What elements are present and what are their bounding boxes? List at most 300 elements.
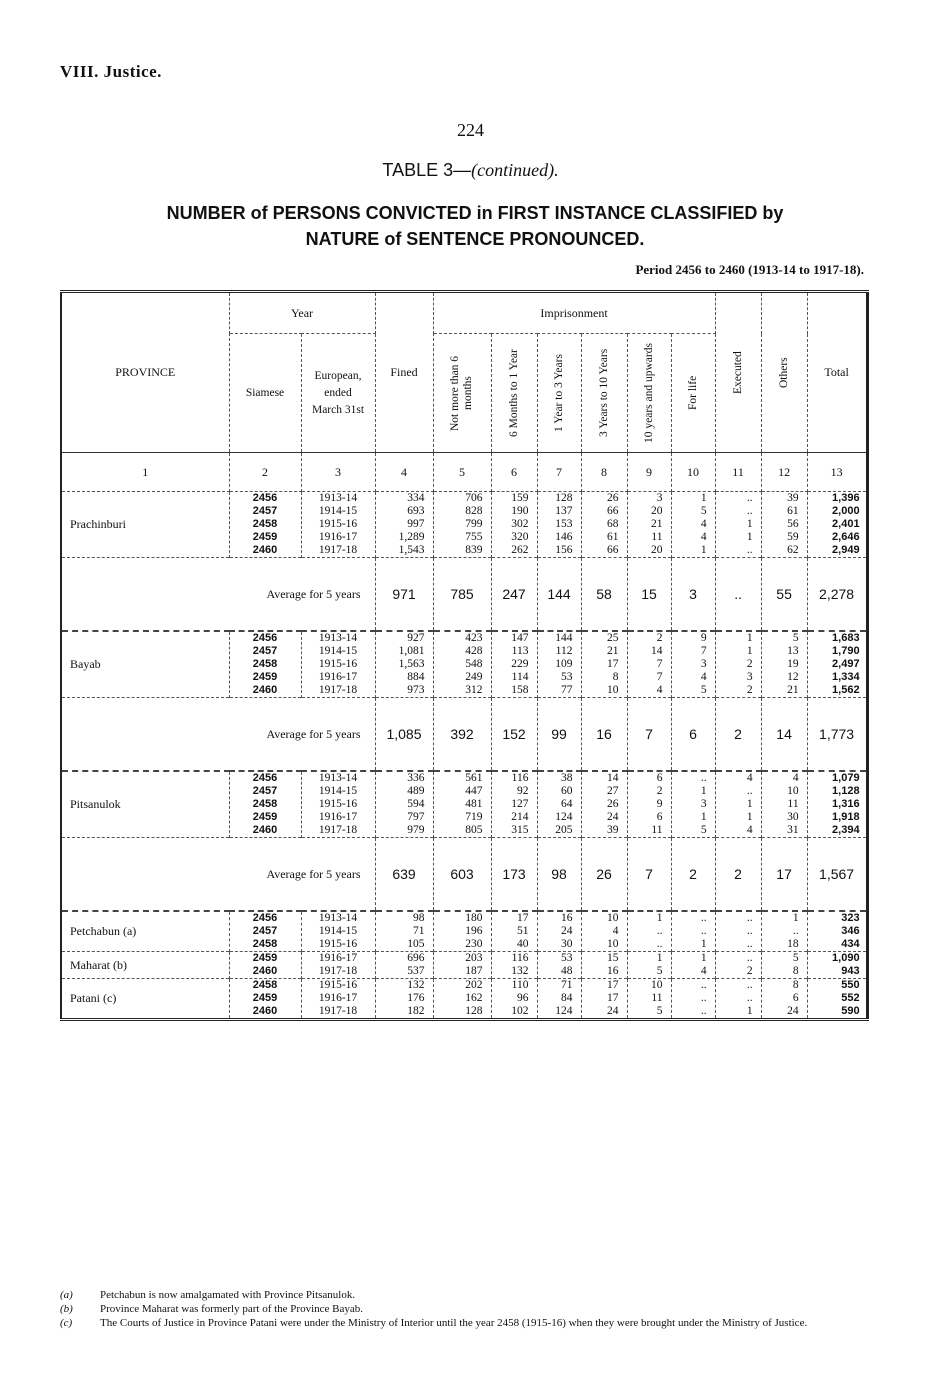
cell-value: 550 — [841, 979, 860, 991]
cell-value: 66 — [607, 505, 619, 517]
cell-value: 180 — [465, 912, 483, 924]
cell-value: 1916-17 — [318, 531, 358, 543]
cell-value: 1,396 — [832, 492, 860, 504]
average-label: Average for 5 years — [61, 558, 375, 632]
cell-value: 6 — [656, 772, 663, 784]
footnote-c — [60, 1316, 880, 1330]
cell-value: 4 — [656, 684, 663, 696]
cell-value: 4 — [700, 531, 707, 543]
cell-value: 1917-18 — [318, 1005, 358, 1017]
province-name: Bayab — [61, 631, 229, 698]
cell-value: 84 — [561, 992, 573, 1004]
average-value: 1,567 — [807, 838, 867, 912]
cell-value: 51 — [517, 925, 529, 937]
cell-value: 230 — [465, 938, 483, 950]
1-to-3-years-cell — [537, 631, 581, 698]
header-siamese: Siamese — [229, 334, 301, 453]
average-value: 99 — [537, 698, 581, 772]
cell-value: 1915-16 — [318, 658, 358, 670]
cell-value: 943 — [841, 965, 860, 977]
province-name: Patani (c) — [61, 979, 229, 1020]
column-number: 6 — [491, 453, 537, 492]
cell-value: 176 — [407, 992, 425, 1004]
cell-value: 39 — [787, 492, 799, 504]
cell-value: 315 — [511, 824, 529, 836]
cell-value: 202 — [465, 979, 483, 991]
column-number: 9 — [627, 453, 671, 492]
cell-value: 24 — [607, 811, 619, 823]
cell-value: 7 — [656, 658, 663, 670]
cell-value: 1,289 — [398, 531, 425, 543]
cell-value: 1913-14 — [318, 912, 358, 924]
for-life-cell — [671, 631, 715, 698]
average-value: 7 — [627, 698, 671, 772]
cell-value: 1915-16 — [318, 979, 358, 991]
cell-value: 537 — [407, 965, 425, 977]
cell-value: 71 — [561, 979, 573, 991]
header-fined: Fined — [375, 292, 433, 453]
siamese-year-cell — [229, 979, 301, 1020]
province-row — [61, 631, 867, 698]
executed-cell — [715, 911, 761, 952]
cell-value: .. — [700, 912, 707, 924]
column-number: 10 — [671, 453, 715, 492]
cell-value: 561 — [465, 772, 483, 784]
cell-value: 1917-18 — [318, 824, 358, 836]
cell-value: 53 — [561, 671, 573, 683]
cell-value: 434 — [841, 938, 860, 950]
cell-value: 2460 — [252, 824, 278, 836]
cell-value: 1 — [656, 912, 663, 924]
cell-value: 162 — [465, 992, 483, 1004]
footnote-text: Petchabun is now amalgamated with Province Pitsanulok. — [100, 1289, 356, 1301]
header-european — [301, 334, 375, 453]
footnote-key: (a) — [60, 1289, 73, 1301]
for-life-cell — [671, 979, 715, 1020]
cell-value: 153 — [555, 518, 573, 530]
cell-value: 68 — [607, 518, 619, 530]
cell-value: 6 — [656, 811, 663, 823]
cell-value: 1914-15 — [318, 785, 358, 797]
column-number: 2 — [229, 453, 301, 492]
header-total: Total — [807, 292, 867, 453]
cell-value: 38 — [561, 772, 573, 784]
column-number: 12 — [761, 453, 807, 492]
cell-value: 1 — [746, 518, 753, 530]
cell-value: 249 — [465, 671, 483, 683]
cell-value: 594 — [407, 798, 425, 810]
header-executed-label: Executed — [731, 351, 744, 394]
cell-value: .. — [700, 979, 707, 991]
cell-value: 2456 — [252, 772, 278, 784]
cell-value: 5 — [792, 952, 799, 964]
cell-value: 927 — [407, 632, 425, 644]
cell-value: 62 — [787, 544, 799, 556]
average-value: 7 — [627, 838, 671, 912]
cell-value: 11 — [651, 531, 663, 543]
cell-value: 14 — [651, 645, 663, 657]
cell-value: 5 — [792, 632, 799, 644]
cell-value: 124 — [555, 1005, 573, 1017]
cell-value: 2,394 — [832, 824, 860, 836]
cell-value: 144 — [555, 632, 573, 644]
header-col-7-label: 1 Year to 3 Years — [552, 354, 565, 432]
average-value: 58 — [581, 558, 627, 632]
cell-value: 548 — [465, 658, 483, 670]
others-cell — [761, 631, 807, 698]
up-to-6-months-cell — [433, 911, 491, 952]
average-value: 16 — [581, 698, 627, 772]
table-label: TABLE 3— — [382, 160, 472, 180]
cell-value: 4 — [746, 772, 753, 784]
cell-value: 706 — [465, 492, 483, 504]
for-life-cell — [671, 952, 715, 979]
cell-value: 346 — [841, 925, 860, 937]
cell-value: 14 — [607, 772, 619, 784]
others-cell — [761, 979, 807, 1020]
siamese-year-cell — [229, 911, 301, 952]
cell-value: 10 — [607, 684, 619, 696]
3-to-10-years-cell — [581, 952, 627, 979]
cell-value: 15 — [607, 952, 619, 964]
cell-value: 262 — [511, 544, 529, 556]
cell-value: 2,646 — [832, 531, 860, 543]
cell-value: 92 — [517, 785, 529, 797]
up-to-6-months-cell — [433, 771, 491, 838]
cell-value: 2458 — [252, 798, 278, 810]
cell-value: 20 — [651, 544, 663, 556]
cell-value: 1917-18 — [318, 965, 358, 977]
cell-value: 8 — [792, 979, 799, 991]
10-years-upwards-cell — [627, 492, 671, 558]
10-years-upwards-cell — [627, 979, 671, 1020]
cell-value: 12 — [787, 671, 799, 683]
cell-value: 18 — [787, 938, 799, 950]
cell-value: 1 — [746, 531, 753, 543]
cell-value: 428 — [465, 645, 483, 657]
cell-value: 1915-16 — [318, 518, 358, 530]
average-value: 98 — [537, 838, 581, 912]
section-title: VIII. Justice. — [60, 62, 162, 81]
cell-value: .. — [656, 925, 663, 937]
cell-value: 5 — [700, 824, 707, 836]
average-value: 603 — [433, 838, 491, 912]
1-to-3-years-cell — [537, 952, 581, 979]
up-to-6-months-cell — [433, 952, 491, 979]
column-number: 1 — [61, 453, 229, 492]
cell-value: 2 — [746, 658, 753, 670]
header-col-7 — [537, 334, 581, 453]
convictions-table — [60, 290, 869, 1021]
10-years-upwards-cell — [627, 952, 671, 979]
footnote-a — [60, 1288, 880, 1302]
column-number-row — [61, 453, 867, 492]
up-to-6-months-cell — [433, 979, 491, 1020]
cell-value: 797 — [407, 811, 425, 823]
cell-value: 10 — [607, 938, 619, 950]
cell-value: 423 — [465, 632, 483, 644]
cell-value: 1914-15 — [318, 925, 358, 937]
european-year-cell — [301, 771, 375, 838]
cell-value: 124 — [555, 811, 573, 823]
average-row — [61, 838, 867, 912]
cell-value: 102 — [511, 1005, 529, 1017]
3-to-10-years-cell — [581, 771, 627, 838]
6-months-to-1-year-cell — [491, 952, 537, 979]
header-european-line-3: March 31st — [311, 403, 365, 416]
cell-value: .. — [746, 544, 753, 556]
cell-value: 7 — [656, 671, 663, 683]
others-cell — [761, 911, 807, 952]
cell-value: 334 — [407, 492, 425, 504]
page-number: 224 — [457, 120, 484, 140]
average-value: 971 — [375, 558, 433, 632]
cell-value: 11 — [651, 824, 663, 836]
cell-value: 105 — [407, 938, 425, 950]
cell-value: 10 — [651, 979, 663, 991]
province-name: Petchabun (a) — [61, 911, 229, 952]
cell-value: 2458 — [252, 518, 278, 530]
1-to-3-years-cell — [537, 492, 581, 558]
average-value: 2 — [715, 698, 761, 772]
cell-value: 158 — [511, 684, 529, 696]
total-cell — [807, 631, 867, 698]
executed-cell — [715, 492, 761, 558]
cell-value: 1 — [746, 645, 753, 657]
cell-value: 884 — [407, 671, 425, 683]
for-life-cell — [671, 911, 715, 952]
cell-value: 2458 — [252, 658, 278, 670]
cell-value: 24 — [561, 925, 573, 937]
total-cell — [807, 771, 867, 838]
cell-value: 60 — [561, 785, 573, 797]
executed-cell — [715, 952, 761, 979]
for-life-cell — [671, 492, 715, 558]
cell-value: .. — [746, 505, 753, 517]
average-value: 14 — [761, 698, 807, 772]
cell-value: 4 — [700, 671, 707, 683]
average-value: .. — [715, 558, 761, 632]
cell-value: 1915-16 — [318, 938, 358, 950]
cell-value: 229 — [511, 658, 529, 670]
1-to-3-years-cell — [537, 979, 581, 1020]
cell-value: 1914-15 — [318, 505, 358, 517]
cell-value: 9 — [656, 798, 663, 810]
cell-value: 1 — [700, 544, 707, 556]
header-others — [761, 292, 807, 453]
cell-value: 336 — [407, 772, 425, 784]
cell-value: 489 — [407, 785, 425, 797]
cell-value: 973 — [407, 684, 425, 696]
header-col-10-label: For life — [686, 375, 699, 411]
cell-value: 24 — [607, 1005, 619, 1017]
cell-value: 302 — [511, 518, 529, 530]
province-name: Maharat (b) — [61, 952, 229, 979]
cell-value: 3 — [656, 492, 663, 504]
cell-value: 5 — [700, 505, 707, 517]
cell-value: 1 — [700, 492, 707, 504]
header-col-8-label: 3 Years to 10 Years — [597, 348, 610, 438]
cell-value: 2456 — [252, 492, 278, 504]
cell-value: 7 — [700, 645, 707, 657]
6-months-to-1-year-cell — [491, 771, 537, 838]
cell-value: 552 — [841, 992, 860, 1004]
cell-value: 20 — [651, 505, 663, 517]
cell-value: 31 — [787, 824, 799, 836]
cell-value: 17 — [607, 658, 619, 670]
cell-value: 19 — [787, 658, 799, 670]
cell-value: 114 — [511, 671, 529, 683]
cell-value: 53 — [561, 952, 573, 964]
cell-value: 17 — [607, 979, 619, 991]
cell-value: 16 — [607, 965, 619, 977]
column-number: 7 — [537, 453, 581, 492]
cell-value: 137 — [555, 505, 573, 517]
cell-value: 66 — [607, 544, 619, 556]
cell-value: 77 — [561, 684, 573, 696]
fined-cell — [375, 979, 433, 1020]
cell-value: 8 — [792, 965, 799, 977]
cell-value: 1 — [792, 912, 799, 924]
siamese-year-cell — [229, 492, 301, 558]
cell-value: 132 — [407, 979, 425, 991]
cell-value: .. — [746, 785, 753, 797]
column-number: 13 — [807, 453, 867, 492]
column-number: 4 — [375, 453, 433, 492]
siamese-year-cell — [229, 631, 301, 698]
6-months-to-1-year-cell — [491, 979, 537, 1020]
cell-value: 4 — [700, 518, 707, 530]
fined-cell — [375, 492, 433, 558]
cell-value: 1,079 — [832, 772, 860, 784]
cell-value: 3 — [700, 798, 707, 810]
cell-value: .. — [746, 925, 753, 937]
cell-value: 320 — [511, 531, 529, 543]
average-label: Average for 5 years — [61, 838, 375, 912]
column-number: 8 — [581, 453, 627, 492]
cell-value: 205 — [555, 824, 573, 836]
cell-value: 40 — [517, 938, 529, 950]
3-to-10-years-cell — [581, 631, 627, 698]
footnotes — [60, 1288, 880, 1330]
cell-value: 159 — [511, 492, 529, 504]
average-value: 2 — [671, 838, 715, 912]
footnote-key: (c) — [60, 1317, 73, 1329]
cell-value: 10 — [787, 785, 799, 797]
others-cell — [761, 771, 807, 838]
total-cell — [807, 952, 867, 979]
total-cell — [807, 911, 867, 952]
column-number: 3 — [301, 453, 375, 492]
cell-value: 4 — [612, 925, 619, 937]
fined-cell — [375, 952, 433, 979]
cell-value: 1,562 — [832, 684, 860, 696]
cell-value: 1913-14 — [318, 632, 358, 644]
header-imprisonment: Imprisonment — [433, 292, 715, 334]
cell-value: 11 — [787, 798, 799, 810]
average-value: 144 — [537, 558, 581, 632]
header-col-9 — [627, 334, 671, 453]
province-row — [61, 911, 867, 952]
cell-value: 4 — [700, 965, 707, 977]
cell-value: 805 — [465, 824, 483, 836]
cell-value: 2456 — [252, 632, 278, 644]
cell-value: .. — [700, 925, 707, 937]
cell-value: 25 — [607, 632, 619, 644]
cell-value: 590 — [841, 1005, 860, 1017]
cell-value: 696 — [407, 952, 425, 964]
table-header — [61, 292, 867, 492]
6-months-to-1-year-cell — [491, 631, 537, 698]
cell-value: 2457 — [252, 925, 278, 937]
header-european-line-2: ended — [324, 386, 352, 399]
cell-value: 481 — [465, 798, 483, 810]
cell-value: 2 — [746, 684, 753, 696]
cell-value: 2457 — [252, 505, 278, 517]
province-name: Pitsanulok — [61, 771, 229, 838]
province-row — [61, 979, 867, 1020]
average-value: 1,085 — [375, 698, 433, 772]
header-others-label: Others — [777, 357, 790, 388]
cell-value: 1916-17 — [318, 671, 358, 683]
cell-value: 2458 — [252, 938, 278, 950]
3-to-10-years-cell — [581, 979, 627, 1020]
cell-value: 979 — [407, 824, 425, 836]
cell-value: 1917-18 — [318, 684, 358, 696]
cell-value: 312 — [465, 684, 483, 696]
cell-value: 16 — [561, 912, 573, 924]
cell-value: 61 — [607, 531, 619, 543]
header-col-6 — [491, 334, 537, 453]
cell-value: 799 — [465, 518, 483, 530]
cell-value: 127 — [511, 798, 529, 810]
cell-value: 61 — [787, 505, 799, 517]
cell-value: 1913-14 — [318, 772, 358, 784]
table-body — [61, 492, 867, 1020]
average-value: 26 — [581, 838, 627, 912]
cell-value: 2459 — [252, 811, 278, 823]
total-cell — [807, 979, 867, 1020]
cell-value: 1916-17 — [318, 811, 358, 823]
average-value: 55 — [761, 558, 807, 632]
cell-value: 3 — [700, 658, 707, 670]
cell-value: 203 — [465, 952, 483, 964]
siamese-year-cell — [229, 771, 301, 838]
cell-value: 11 — [651, 992, 663, 1004]
3-to-10-years-cell — [581, 911, 627, 952]
cell-value: 2460 — [252, 544, 278, 556]
cell-value: 1,918 — [832, 811, 860, 823]
cell-value: 1914-15 — [318, 645, 358, 657]
cell-value: 4 — [746, 824, 753, 836]
cell-value: 1917-18 — [318, 544, 358, 556]
cell-value: 128 — [465, 1005, 483, 1017]
cell-value: 26 — [607, 798, 619, 810]
header-col-5-label: Not more than 6 months — [449, 355, 474, 431]
cell-value: 109 — [555, 658, 573, 670]
cell-value: 30 — [787, 811, 799, 823]
cell-value: 5 — [700, 684, 707, 696]
cell-value: 1 — [700, 952, 707, 964]
column-number: 11 — [715, 453, 761, 492]
average-value: 152 — [491, 698, 537, 772]
average-row — [61, 698, 867, 772]
cell-value: 2457 — [252, 785, 278, 797]
executed-cell — [715, 771, 761, 838]
cell-value: 1913-14 — [318, 492, 358, 504]
average-value: 2 — [715, 838, 761, 912]
1-to-3-years-cell — [537, 771, 581, 838]
